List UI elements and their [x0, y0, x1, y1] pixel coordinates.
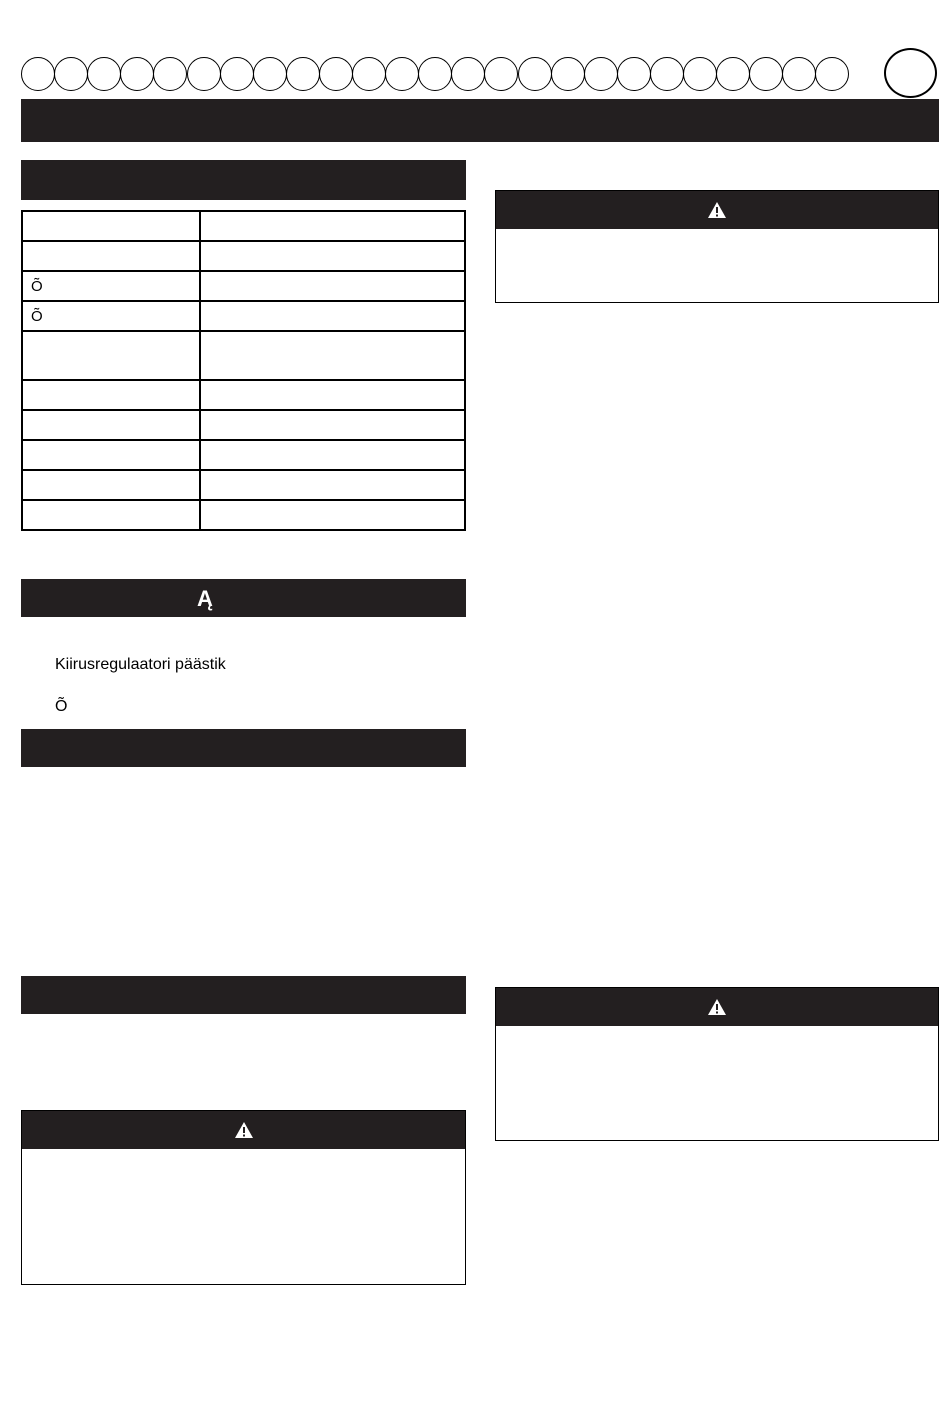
table-row: [22, 241, 465, 271]
table-row: [22, 500, 465, 530]
spec-value: [200, 440, 465, 470]
spec-value: [200, 211, 465, 241]
table-row: [22, 211, 465, 241]
language-tab: [418, 57, 452, 91]
warning-header: [496, 988, 938, 1026]
spec-label: Õ: [22, 271, 200, 301]
language-tab: [385, 57, 419, 91]
language-tab: [286, 57, 320, 91]
spec-value: [200, 410, 465, 440]
language-tab: [87, 57, 121, 91]
table-row: [22, 440, 465, 470]
warning-triangle-icon: [707, 998, 727, 1016]
spec-value: [200, 241, 465, 271]
language-tab: [352, 57, 386, 91]
header-letter: Ą: [197, 586, 213, 611]
language-tab: [584, 57, 618, 91]
warning-box-right-top: [495, 190, 939, 303]
warning-triangle-icon: [707, 201, 727, 219]
spec-label: [22, 211, 200, 241]
warning-box-left: [21, 1110, 466, 1285]
spec-label: [22, 241, 200, 271]
language-tab: [319, 57, 353, 91]
spec-value: [200, 470, 465, 500]
language-tab: [220, 57, 254, 91]
table-row: [22, 410, 465, 440]
spec-label: Õ: [22, 301, 200, 331]
features-section-header: [21, 579, 466, 617]
spec-label: [22, 440, 200, 470]
warning-box-right-bottom: [495, 987, 939, 1141]
language-tab: [650, 57, 684, 91]
section-header-4: [21, 976, 466, 1014]
table-row: [22, 380, 465, 410]
language-tab: [153, 57, 187, 91]
language-tab: [120, 57, 154, 91]
language-tab: [617, 57, 651, 91]
language-tab: [484, 57, 518, 91]
spec-value: [200, 271, 465, 301]
spec-label: [22, 410, 200, 440]
language-tab: [187, 57, 221, 91]
language-tab: [451, 57, 485, 91]
language-tab: [518, 57, 552, 91]
spec-value: [200, 301, 465, 331]
spec-label: [22, 331, 200, 380]
language-tab: [551, 57, 585, 91]
table-row: [22, 470, 465, 500]
spec-table: [21, 210, 466, 531]
spec-section-header: [21, 160, 466, 200]
page-title-bar: [21, 99, 939, 142]
language-tab: [54, 57, 88, 91]
language-tab: [716, 57, 750, 91]
warning-triangle-icon: [234, 1121, 254, 1139]
language-tab-active: [884, 48, 937, 98]
warning-header: [22, 1111, 465, 1149]
spec-label: [22, 500, 200, 530]
language-tab: [253, 57, 287, 91]
table-row: [22, 301, 465, 331]
spec-value: [200, 331, 465, 380]
table-row: [22, 271, 465, 301]
spec-label: [22, 470, 200, 500]
language-tab: [683, 57, 717, 91]
language-tab: [749, 57, 783, 91]
section-header-3: [21, 729, 466, 767]
language-tab: [782, 57, 816, 91]
feature-item-2: Õ: [55, 698, 68, 715]
spec-value: [200, 500, 465, 530]
spec-label: [22, 380, 200, 410]
feature-item-1: Kiirusregulaatori päästik: [55, 656, 226, 673]
warning-header: [496, 191, 938, 229]
language-tab: [21, 57, 55, 91]
spec-value: [200, 380, 465, 410]
table-row: [22, 331, 465, 380]
language-tab: [815, 57, 849, 91]
